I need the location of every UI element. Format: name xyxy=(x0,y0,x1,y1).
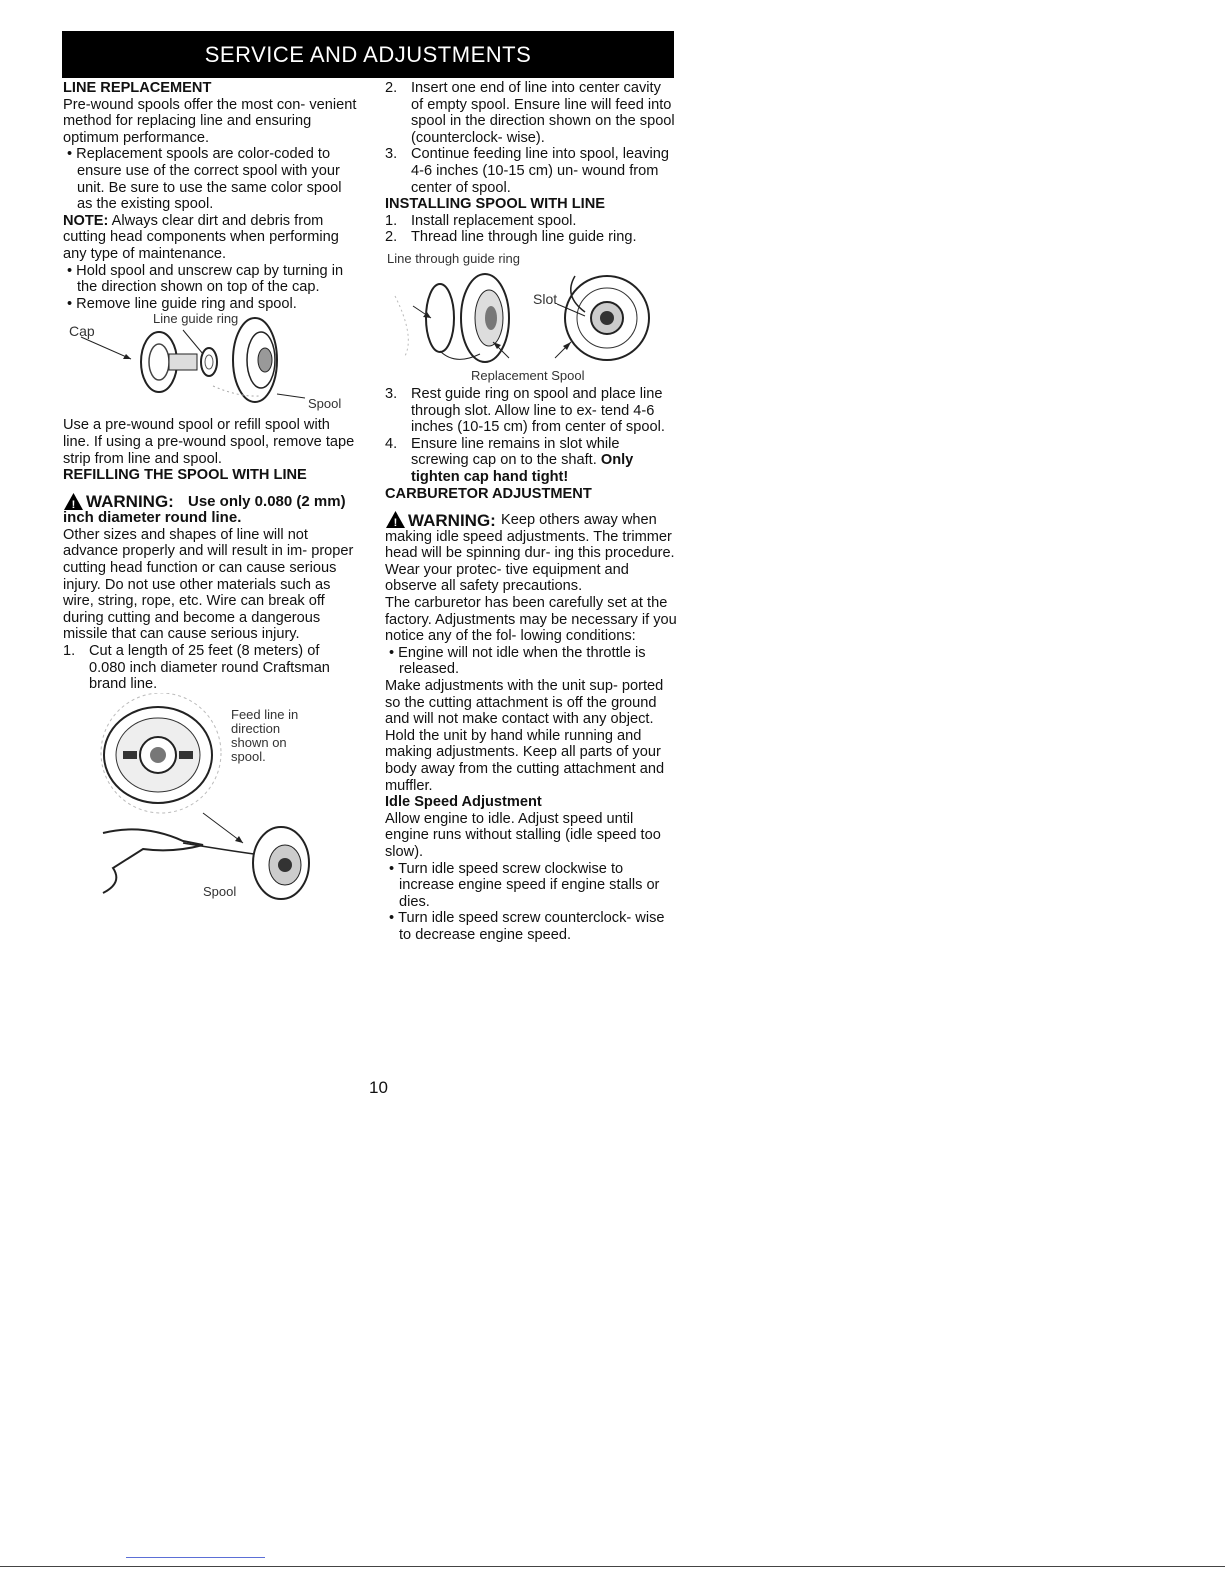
figure-cap-ring-spool xyxy=(63,312,358,417)
heading-installing: INSTALLING SPOOL WITH LINE xyxy=(385,196,605,213)
carb-paragraph-2: Make adjustments with the unit sup- ported so the cutting attachment is off the ground and will not make contact with any object. Hold the unit by hand while running and making adjustments. Keep all parts of your body away from the cutting attachment and muffler. xyxy=(385,678,665,794)
heading-line-replacement: LINE REPLACEMENT xyxy=(63,80,212,96)
intro-paragraph: Pre-wound spools offer the most con- venient method for replacing line and ensuring optimum performance. xyxy=(63,96,357,146)
bullet-unscrew-cap: • Hold spool and unscrew cap by turning in the direction shown on top of the cap. xyxy=(67,262,344,296)
step-text: Insert one end of line into center cavity of empty spool. Ensure line will feed into spool in the direction shown on the spool (counterclock- wise). xyxy=(411,80,675,146)
figure-feed-line xyxy=(63,693,358,908)
bullet-idle-clockwise: • Turn idle speed screw clockwise to increase engine speed if engine stalls or dies. xyxy=(389,860,660,910)
svg-text:!: ! xyxy=(71,498,76,511)
warning-bold-text: Use only 0.080 (2 mm) inch diameter round line. xyxy=(63,492,346,527)
label-line-guide-ring: Line guide ring xyxy=(153,311,239,327)
warning-text: Other sizes and shapes of line will not advance properly and will result in im- proper cutting head function or can cause serious injury. Do not use other materials such as wire, string, rope, etc. Wire can break off during cutting and become a dangerous missile that can cause serious injury. xyxy=(63,526,354,643)
label-feed-line: Feed line in direction shown on spool. xyxy=(231,706,299,764)
heading-refilling: REFILLING THE SPOOL WITH LINE xyxy=(63,467,307,484)
bullet-engine-idle: • Engine will not idle when the throttle is released. xyxy=(389,644,646,678)
step-number: 2. xyxy=(385,229,398,246)
section-title: SERVICE AND ADJUSTMENTS xyxy=(204,41,532,67)
footer-link-underline xyxy=(126,1557,265,1558)
step-bold-text: Only tighten cap hand tight! xyxy=(411,452,634,485)
footer-rule xyxy=(0,1566,1225,1567)
idle-paragraph: Allow engine to idle. Adjust speed until engine runs without stalling (idle speed too slow). xyxy=(385,810,661,860)
bullet-text: Replacement spools are color-coded to ensure use of the correct spool with your unit. Be sure to use the same color spool as the existing spool. xyxy=(76,146,342,213)
step-number: 2. xyxy=(385,80,398,96)
step-text: Install replacement spool. xyxy=(411,212,577,229)
guide-ring-slot-illustration xyxy=(385,246,677,386)
bullet-text: Remove line guide ring and spool. xyxy=(76,295,297,312)
step-number: 3. xyxy=(385,385,398,402)
label-spool: Spool xyxy=(308,396,342,412)
step-text: Thread line through line guide ring. xyxy=(411,229,637,246)
step-text: Ensure line remains in slot while screwing cap on to the shaft. xyxy=(411,435,620,469)
install-step-3 xyxy=(385,386,677,436)
heading-carburetor: CARBURETOR ADJUSTMENT xyxy=(385,485,592,502)
left-column xyxy=(63,80,358,908)
carb-paragraph: The carburetor has been carefully set at the factory. Adjustments may be necessary if you notice any of the fol- lowing conditions: xyxy=(385,595,677,645)
warning-triangle-icon xyxy=(385,510,406,529)
warning-triangle-icon xyxy=(63,492,84,511)
step-2 xyxy=(385,80,677,146)
warning-word: WARNING: xyxy=(86,492,174,512)
step-number: 4. xyxy=(385,435,398,452)
bullet-color-coded: • Replacement spools are color-coded to ensure use of the correct spool with your unit. Be sure to use the same color spool as the existing spool. xyxy=(67,146,342,213)
svg-text:!: ! xyxy=(393,517,398,530)
label-replacement-spool: Replacement Spool xyxy=(471,367,585,383)
warning-word: WARNING: xyxy=(408,510,496,530)
step-number: 1. xyxy=(63,643,76,660)
note-label: NOTE: xyxy=(63,212,109,229)
page-number: 10 xyxy=(369,1078,388,1097)
step-text: Rest guide ring on spool and place line through slot. Allow line to ex- tend 4-6 inches (10-15 cm) from center of spool. xyxy=(411,385,665,436)
feed-line-illustration xyxy=(63,693,358,908)
label-cap: Cap xyxy=(69,323,95,340)
note-paragraph xyxy=(63,213,358,263)
bullet-idle-counterclockwise: • Turn idle speed screw counterclock- wise to decrease engine speed. xyxy=(389,910,665,943)
right-column xyxy=(385,80,677,944)
section-banner xyxy=(62,31,674,78)
heading-idle-speed: Idle Speed Adjustment xyxy=(385,794,542,811)
bullet-text: Hold spool and unscrew cap by turning in the direction shown on top of the cap. xyxy=(76,262,344,296)
step-number: 1. xyxy=(385,212,398,229)
step-text: Cut a length of 25 feet (8 meters) of 0.080 inch diameter round Craftsman brand line. xyxy=(89,643,330,693)
bullet-text: Turn idle speed screw counterclock- wise to decrease engine speed. xyxy=(398,910,665,943)
label-line-through-guide-ring: Line through guide ring xyxy=(387,250,520,266)
label-slot: Slot xyxy=(533,290,558,307)
step-number: 3. xyxy=(385,146,398,163)
label-spool-2: Spool xyxy=(203,883,237,899)
note-text: Always clear dirt and debris from cutting head components when performing any type of maintenance. xyxy=(63,212,339,262)
install-step-4 xyxy=(385,436,677,486)
carb-warning-text: Keep others away when making idle speed adjustments. The trimmer head will be spinning dur- ing this procedure. Wear your protec- tive equipment and observe all safety precautions. xyxy=(385,512,675,595)
bullet-remove-ring: • Remove line guide ring and spool. xyxy=(67,295,297,312)
step-text: Continue feeding line into spool, leaving 4-6 inches (10-15 cm) un- wound from center of spool. xyxy=(411,146,670,196)
after-figure-paragraph: Use a pre-wound spool or refill spool with line. If using a pre-wound spool, remove tape strip from line and spool. xyxy=(63,417,355,467)
step-3 xyxy=(385,146,677,196)
bullet-text: Engine will not idle when the throttle is released. xyxy=(398,644,646,678)
install-step-2 xyxy=(385,229,677,246)
bullet-text: Turn idle speed screw clockwise to increase engine speed if engine stalls or dies. xyxy=(398,860,660,910)
install-step-1 xyxy=(385,213,677,230)
step-1 xyxy=(63,643,358,693)
figure-guide-ring-slot xyxy=(385,246,677,386)
